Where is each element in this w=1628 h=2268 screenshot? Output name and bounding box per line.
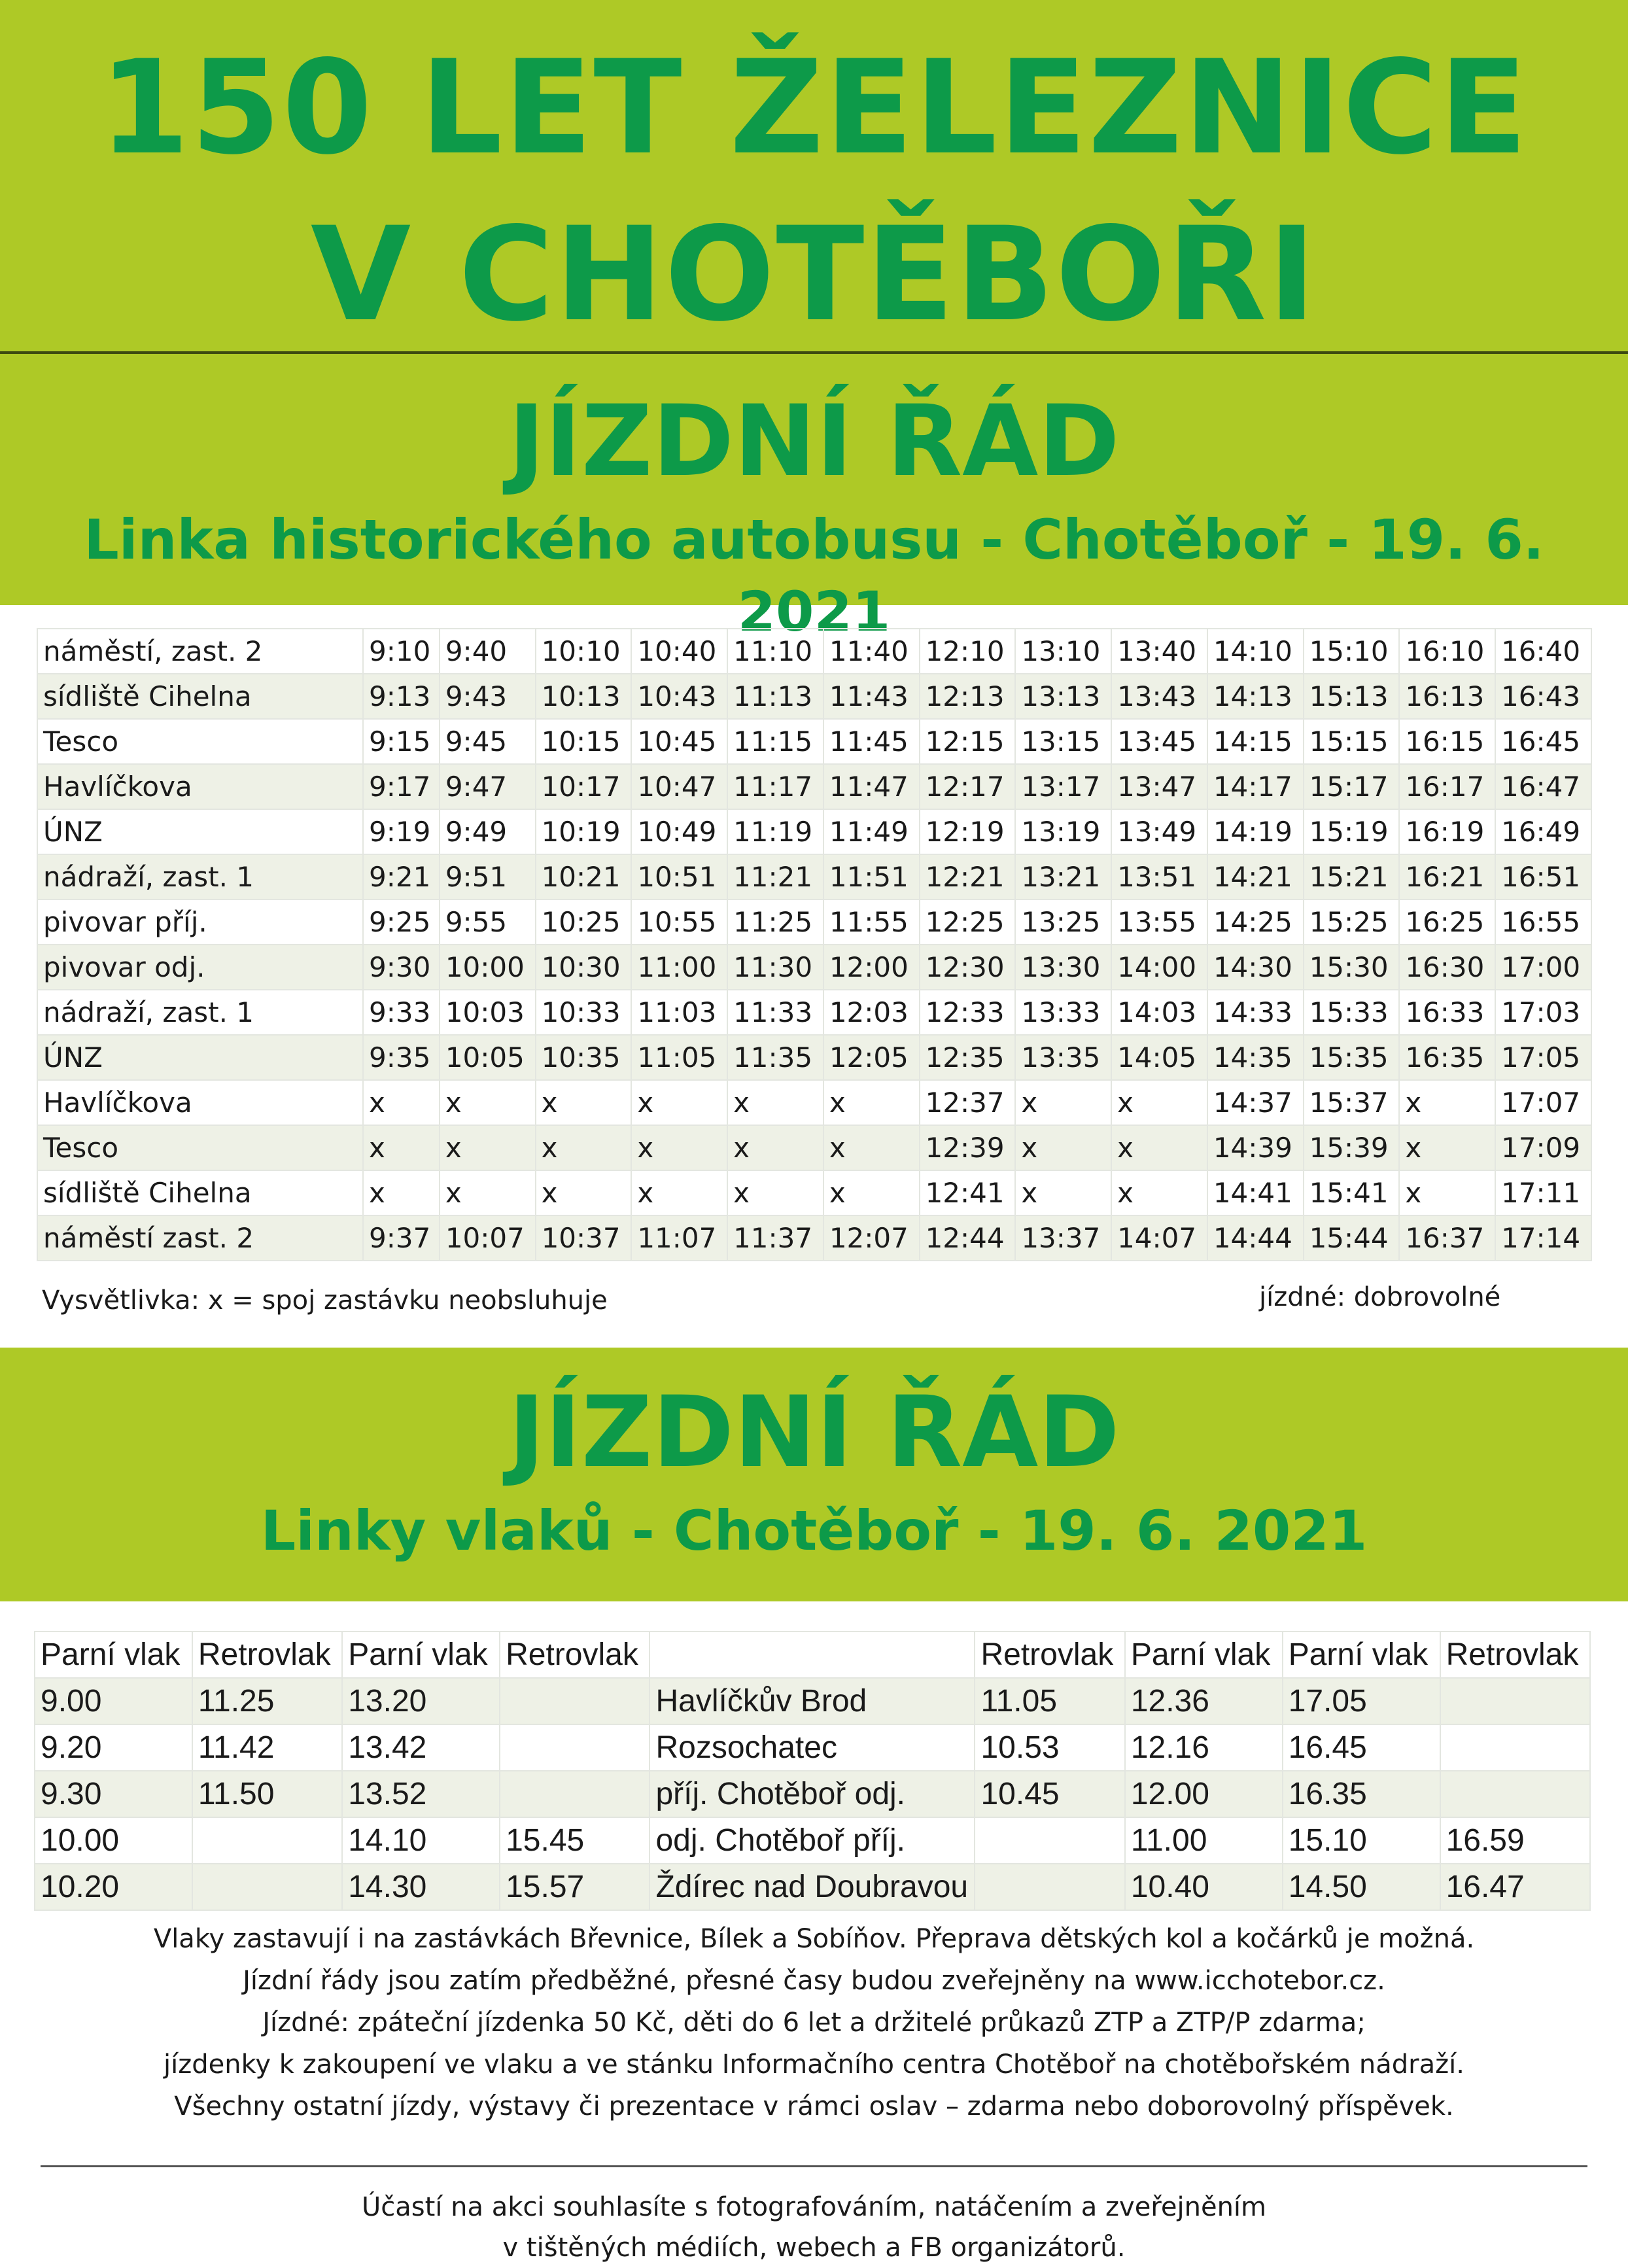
bus-departure-time: x: [440, 1125, 536, 1170]
bus-stop-name: náměstí zast. 2: [37, 1215, 363, 1261]
bus-departure-time: 10:43: [631, 674, 727, 719]
bus-stop-name: pivovar příj.: [37, 899, 363, 945]
bus-departure-time: 13:55: [1111, 899, 1207, 945]
bus-departure-time: 15:39: [1304, 1125, 1400, 1170]
bus-departure-time: 13:45: [1111, 719, 1207, 764]
bus-timetable-body: [37, 629, 1591, 1261]
bus-departure-time: 17:11: [1495, 1170, 1591, 1215]
train-time: [1440, 1771, 1590, 1817]
bus-departure-time: 9:55: [440, 899, 536, 945]
bus-departure-time: 16:10: [1399, 629, 1495, 674]
bus-departure-time: 10:55: [631, 899, 727, 945]
fare-note: jízdné: dobrovolné: [1259, 1282, 1501, 1312]
bus-departure-time: 13:40: [1111, 629, 1207, 674]
bus-departure-time: 16:33: [1399, 990, 1495, 1035]
bus-departure-time: 11:49: [823, 809, 920, 854]
train-time: 13.42: [342, 1724, 500, 1771]
bus-departure-time: 9:43: [440, 674, 536, 719]
bus-departure-time: 11:40: [823, 629, 920, 674]
train-time: 11.00: [1125, 1817, 1283, 1864]
bus-departure-time: 9:19: [363, 809, 440, 854]
bus-departure-time: 15:19: [1304, 809, 1400, 854]
bus-departure-time: 10:13: [536, 674, 632, 719]
train-time: 11.25: [192, 1678, 342, 1724]
bus-timetable: [37, 628, 1592, 1261]
bus-departure-time: 13:37: [1015, 1215, 1111, 1261]
train-time: 12.00: [1125, 1771, 1283, 1817]
train-time: 11.50: [192, 1771, 342, 1817]
bus-stop-name: ÚNZ: [37, 1035, 363, 1080]
bus-departure-time: 15:13: [1304, 674, 1400, 719]
train-time: [975, 1864, 1124, 1910]
bus-departure-time: 11:21: [727, 854, 823, 899]
train-column-header: Retrovlak: [192, 1631, 342, 1678]
bus-departure-time: 12:13: [920, 674, 1016, 719]
bus-departure-time: 11:30: [727, 945, 823, 990]
train-timetable-row: [35, 1678, 1590, 1724]
bus-departure-time: 15:30: [1304, 945, 1400, 990]
train-timetable-row: [35, 1724, 1590, 1771]
train-column-header: Parní vlak: [342, 1631, 500, 1678]
bus-departure-time: 10:25: [536, 899, 632, 945]
train-time: [500, 1678, 649, 1724]
bus-departure-time: 15:37: [1304, 1080, 1400, 1125]
bus-departure-time: 9:30: [363, 945, 440, 990]
bus-timetable-row: [37, 1080, 1591, 1125]
bus-departure-time: 14:07: [1111, 1215, 1207, 1261]
bus-departure-time: 16:17: [1399, 764, 1495, 809]
bus-departure-time: 17:09: [1495, 1125, 1591, 1170]
bus-departure-time: 9:25: [363, 899, 440, 945]
bus-departure-time: 13:43: [1111, 674, 1207, 719]
bus-departure-time: 11:51: [823, 854, 920, 899]
bus-departure-time: 10:40: [631, 629, 727, 674]
bus-departure-time: x: [440, 1080, 536, 1125]
train-banner: [0, 1348, 1628, 1601]
bus-departure-time: 13:51: [1111, 854, 1207, 899]
bus-departure-time: 16:30: [1399, 945, 1495, 990]
bus-departure-time: 11:19: [727, 809, 823, 854]
train-station-name: Havlíčkův Brod: [649, 1678, 975, 1724]
bus-departure-time: 14:21: [1207, 854, 1304, 899]
bus-departure-time: 12:37: [920, 1080, 1016, 1125]
bus-departure-time: 15:21: [1304, 854, 1400, 899]
train-time: [500, 1724, 649, 1771]
train-time: 16.35: [1283, 1771, 1440, 1817]
train-time: 16.59: [1440, 1817, 1590, 1864]
bus-departure-time: 14:35: [1207, 1035, 1304, 1080]
train-timetable-row: [35, 1864, 1590, 1910]
bus-departure-time: 14:17: [1207, 764, 1304, 809]
bus-departure-time: 10:05: [440, 1035, 536, 1080]
train-station-name: Ždírec nad Doubravou: [649, 1864, 975, 1910]
train-column-header: [649, 1631, 975, 1678]
bus-departure-time: 9:33: [363, 990, 440, 1035]
bus-departure-time: 16:13: [1399, 674, 1495, 719]
train-time: 11.05: [975, 1678, 1124, 1724]
bus-departure-time: 16:25: [1399, 899, 1495, 945]
bus-departure-time: 11:25: [727, 899, 823, 945]
bus-departure-time: 11:07: [631, 1215, 727, 1261]
bus-departure-time: 16:49: [1495, 809, 1591, 854]
bus-departure-time: 14:39: [1207, 1125, 1304, 1170]
bottom-divider: [41, 2165, 1587, 2167]
train-timetable-header-row: [35, 1631, 1590, 1678]
bus-departure-time: 10:03: [440, 990, 536, 1035]
train-time: [975, 1817, 1124, 1864]
bus-departure-time: 16:37: [1399, 1215, 1495, 1261]
bus-departure-time: 12:19: [920, 809, 1016, 854]
bus-departure-time: 12:15: [920, 719, 1016, 764]
bus-departure-time: x: [1015, 1125, 1111, 1170]
bus-departure-time: 12:35: [920, 1035, 1016, 1080]
bus-departure-time: 11:55: [823, 899, 920, 945]
bus-departure-time: 16:15: [1399, 719, 1495, 764]
bus-departure-time: 12:41: [920, 1170, 1016, 1215]
bus-departure-time: 16:43: [1495, 674, 1591, 719]
bus-departure-time: 17:05: [1495, 1035, 1591, 1080]
bus-departure-time: x: [823, 1125, 920, 1170]
bus-departure-time: x: [727, 1170, 823, 1215]
bus-stop-name: ÚNZ: [37, 809, 363, 854]
bus-stop-name: Havlíčkova: [37, 764, 363, 809]
bus-timetable-row: [37, 1125, 1591, 1170]
bus-departure-time: 9:17: [363, 764, 440, 809]
bus-departure-time: 10:19: [536, 809, 632, 854]
bus-departure-time: 13:47: [1111, 764, 1207, 809]
bus-departure-time: 11:45: [823, 719, 920, 764]
bus-departure-time: 12:10: [920, 629, 1016, 674]
main-title-line-1: 150 LET ŽELEZNICE: [99, 32, 1529, 183]
bus-timetable-heading: JÍZDNÍ ŘÁD: [508, 385, 1120, 498]
bus-departure-time: 12:07: [823, 1215, 920, 1261]
bus-departure-time: 9:35: [363, 1035, 440, 1080]
train-time: 10.00: [35, 1817, 192, 1864]
train-time: 15.45: [500, 1817, 649, 1864]
bus-departure-time: 13:35: [1015, 1035, 1111, 1080]
bus-departure-time: 10:10: [536, 629, 632, 674]
train-time: 10.40: [1125, 1864, 1283, 1910]
bus-departure-time: 14:44: [1207, 1215, 1304, 1261]
train-column-header: Parní vlak: [1283, 1631, 1440, 1678]
bus-stop-name: sídliště Cihelna: [37, 1170, 363, 1215]
bus-departure-time: x: [1399, 1125, 1495, 1170]
bus-departure-time: 11:33: [727, 990, 823, 1035]
bus-departure-time: 16:21: [1399, 854, 1495, 899]
bus-departure-time: 10:47: [631, 764, 727, 809]
bus-departure-time: x: [823, 1080, 920, 1125]
bus-departure-time: 9:10: [363, 629, 440, 674]
bus-departure-time: 15:41: [1304, 1170, 1400, 1215]
bus-departure-time: 14:13: [1207, 674, 1304, 719]
train-time: 9.30: [35, 1771, 192, 1817]
bus-departure-time: 9:49: [440, 809, 536, 854]
bus-departure-time: x: [363, 1080, 440, 1125]
bus-departure-time: 11:35: [727, 1035, 823, 1080]
train-column-header: Retrovlak: [1440, 1631, 1590, 1678]
train-timetable-subtitle: Linky vlaků - Chotěboř - 19. 6. 2021: [260, 1499, 1368, 1563]
bus-departure-time: 13:33: [1015, 990, 1111, 1035]
train-timetable: [34, 1631, 1591, 1911]
bus-stop-name: nádraží, zast. 1: [37, 990, 363, 1035]
bus-departure-time: 15:35: [1304, 1035, 1400, 1080]
bus-departure-time: 14:37: [1207, 1080, 1304, 1125]
bus-departure-time: 14:15: [1207, 719, 1304, 764]
bus-departure-time: 9:37: [363, 1215, 440, 1261]
bus-timetable-row: [37, 809, 1591, 854]
bus-departure-time: 11:15: [727, 719, 823, 764]
train-time: [1440, 1724, 1590, 1771]
bus-timetable-row: [37, 945, 1591, 990]
bus-departure-time: 14:10: [1207, 629, 1304, 674]
train-time: 11.42: [192, 1724, 342, 1771]
train-time: [192, 1817, 342, 1864]
bus-departure-time: 14:30: [1207, 945, 1304, 990]
bus-departure-time: x: [1111, 1080, 1207, 1125]
bus-departure-time: x: [1111, 1125, 1207, 1170]
bus-timetable-row: [37, 1215, 1591, 1261]
bus-departure-time: 14:41: [1207, 1170, 1304, 1215]
train-time: 9.20: [35, 1724, 192, 1771]
bus-departure-time: 12:30: [920, 945, 1016, 990]
bus-departure-time: 14:25: [1207, 899, 1304, 945]
bus-departure-time: x: [631, 1125, 727, 1170]
bus-departure-time: 11:13: [727, 674, 823, 719]
bus-departure-time: 16:51: [1495, 854, 1591, 899]
top-divider: [0, 351, 1628, 354]
bus-departure-time: 10:00: [440, 945, 536, 990]
bus-departure-time: x: [823, 1170, 920, 1215]
bus-departure-time: 9:21: [363, 854, 440, 899]
bus-departure-time: x: [1111, 1170, 1207, 1215]
bus-departure-time: 17:14: [1495, 1215, 1591, 1261]
bus-departure-time: 14:03: [1111, 990, 1207, 1035]
bus-departure-time: 10:49: [631, 809, 727, 854]
bus-departure-time: 15:25: [1304, 899, 1400, 945]
bus-departure-time: 16:45: [1495, 719, 1591, 764]
bus-departure-time: 13:30: [1015, 945, 1111, 990]
train-time: 13.52: [342, 1771, 500, 1817]
bus-departure-time: 13:49: [1111, 809, 1207, 854]
train-time: 10.45: [975, 1771, 1124, 1817]
train-station-name: Rozsochatec: [649, 1724, 975, 1771]
train-timetable-heading: JÍZDNÍ ŘÁD: [508, 1376, 1120, 1490]
bus-departure-time: 10:17: [536, 764, 632, 809]
bus-departure-time: 17:00: [1495, 945, 1591, 990]
footer-line: Jízdní řády jsou zatím předběžné, přesné časy budou zveřejněny na www.icchotebor.cz.: [243, 1966, 1385, 1996]
consent-line: v tištěných médiích, webech a FB organizátorů.: [502, 2233, 1126, 2263]
bus-departure-time: 15:10: [1304, 629, 1400, 674]
bus-departure-time: 12:21: [920, 854, 1016, 899]
bus-stop-name: Tesco: [37, 719, 363, 764]
bus-timetable-subtitle: Linka historického autobusu - Chotěboř - 19. 6. 2021: [84, 508, 1544, 644]
consent-notes: [0, 2187, 1628, 2268]
bus-timetable-row: [37, 854, 1591, 899]
bus-departure-time: x: [727, 1080, 823, 1125]
bus-departure-time: 16:35: [1399, 1035, 1495, 1080]
bus-departure-time: 9:40: [440, 629, 536, 674]
bus-departure-time: 17:03: [1495, 990, 1591, 1035]
bus-departure-time: 9:47: [440, 764, 536, 809]
bus-departure-time: x: [363, 1170, 440, 1215]
bus-stop-name: náměstí, zast. 2: [37, 629, 363, 674]
bus-departure-time: 9:45: [440, 719, 536, 764]
train-time: [192, 1864, 342, 1910]
bus-timetable-row: [37, 629, 1591, 674]
top-banner: [0, 0, 1628, 644]
bus-departure-time: 10:30: [536, 945, 632, 990]
consent-line: Účastí na akci souhlasíte s fotografováním, natáčením a zveřejněním: [361, 2192, 1266, 2222]
train-time: 10.53: [975, 1724, 1124, 1771]
bus-timetable-row: [37, 899, 1591, 945]
bus-timetable-row: [37, 764, 1591, 809]
bus-departure-time: 10:45: [631, 719, 727, 764]
bus-departure-time: 13:19: [1015, 809, 1111, 854]
train-station-name: odj. Chotěboř příj.: [649, 1817, 975, 1864]
bus-departure-time: x: [1399, 1080, 1495, 1125]
train-column-header: Parní vlak: [1125, 1631, 1283, 1678]
bus-departure-time: 11:17: [727, 764, 823, 809]
bus-stop-name: pivovar odj.: [37, 945, 363, 990]
train-time: 16.45: [1283, 1724, 1440, 1771]
bus-departure-time: x: [1399, 1170, 1495, 1215]
bus-departure-time: 16:40: [1495, 629, 1591, 674]
bus-timetable-row: [37, 990, 1591, 1035]
bus-departure-time: 12:25: [920, 899, 1016, 945]
bus-departure-time: 13:21: [1015, 854, 1111, 899]
bus-departure-time: 12:17: [920, 764, 1016, 809]
bus-departure-time: 10:21: [536, 854, 632, 899]
bus-departure-time: 13:10: [1015, 629, 1111, 674]
bus-timetable-row: [37, 1170, 1591, 1215]
bus-departure-time: 11:10: [727, 629, 823, 674]
bus-departure-time: 11:43: [823, 674, 920, 719]
bus-departure-time: 15:33: [1304, 990, 1400, 1035]
footer-notes: [0, 1918, 1628, 2127]
bus-stop-name: Tesco: [37, 1125, 363, 1170]
bus-departure-time: 15:17: [1304, 764, 1400, 809]
bus-departure-time: 12:44: [920, 1215, 1016, 1261]
train-timetable-row: [35, 1817, 1590, 1864]
bus-departure-time: 10:37: [536, 1215, 632, 1261]
bus-departure-time: 16:47: [1495, 764, 1591, 809]
train-column-header: Retrovlak: [500, 1631, 649, 1678]
bus-departure-time: 10:33: [536, 990, 632, 1035]
train-time: 12.16: [1125, 1724, 1283, 1771]
bus-departure-time: 14:33: [1207, 990, 1304, 1035]
bus-departure-time: x: [1015, 1080, 1111, 1125]
bus-departure-time: x: [363, 1125, 440, 1170]
footer-line: Jízdné: zpáteční jízdenka 50 Kč, děti do 6 let a držitelé průkazů ZTP a ZTP/P zdarma;: [262, 2008, 1366, 2038]
bus-departure-time: 11:05: [631, 1035, 727, 1080]
bus-departure-time: 9:13: [363, 674, 440, 719]
train-time: 12.36: [1125, 1678, 1283, 1724]
bus-departure-time: 11:37: [727, 1215, 823, 1261]
bus-departure-time: 15:44: [1304, 1215, 1400, 1261]
train-time: [500, 1771, 649, 1817]
train-time: 14.50: [1283, 1864, 1440, 1910]
bus-departure-time: 12:03: [823, 990, 920, 1035]
bus-timetable-row: [37, 674, 1591, 719]
bus-departure-time: 10:15: [536, 719, 632, 764]
bus-departure-time: 9:51: [440, 854, 536, 899]
bus-departure-time: 11:00: [631, 945, 727, 990]
train-time: 16.47: [1440, 1864, 1590, 1910]
bus-departure-time: 14:05: [1111, 1035, 1207, 1080]
train-timetable-body: [35, 1631, 1590, 1910]
bus-departure-time: 12:39: [920, 1125, 1016, 1170]
bus-departure-time: x: [536, 1125, 632, 1170]
bus-departure-time: 11:47: [823, 764, 920, 809]
bus-stop-name: nádraží, zast. 1: [37, 854, 363, 899]
train-time: 17.05: [1283, 1678, 1440, 1724]
bus-departure-time: 10:51: [631, 854, 727, 899]
train-time: 10.20: [35, 1864, 192, 1910]
bus-departure-time: 11:03: [631, 990, 727, 1035]
bus-departure-time: 17:07: [1495, 1080, 1591, 1125]
bus-departure-time: 16:19: [1399, 809, 1495, 854]
train-column-header: Retrovlak: [975, 1631, 1124, 1678]
bus-departure-time: 10:35: [536, 1035, 632, 1080]
main-title-line-2: V CHOTĚBOŘI: [310, 199, 1318, 350]
train-time: 14.30: [342, 1864, 500, 1910]
bus-departure-time: 12:33: [920, 990, 1016, 1035]
footer-line: Vlaky zastavují i na zastávkách Břevnice, Bílek a Sobíňov. Přeprava dětských kol a kočárků je možná.: [153, 1924, 1475, 1954]
bus-departure-time: 15:15: [1304, 719, 1400, 764]
train-timetable-row: [35, 1771, 1590, 1817]
bus-stop-name: Havlíčkova: [37, 1080, 363, 1125]
footer-line: Všechny ostatní jízdy, výstavy či prezentace v rámci oslav – zdarma nebo doborovolný příspěvek.: [174, 2091, 1454, 2121]
bus-departure-time: 16:55: [1495, 899, 1591, 945]
bus-departure-time: 12:00: [823, 945, 920, 990]
bus-departure-time: 14:19: [1207, 809, 1304, 854]
train-time: 9.00: [35, 1678, 192, 1724]
bus-stop-name: sídliště Cihelna: [37, 674, 363, 719]
bus-departure-time: 9:15: [363, 719, 440, 764]
bus-departure-time: x: [727, 1125, 823, 1170]
train-time: 14.10: [342, 1817, 500, 1864]
bus-timetable-row: [37, 1035, 1591, 1080]
bus-departure-time: x: [536, 1170, 632, 1215]
footer-line: jízdenky k zakoupení ve vlaku a ve stánku Informačního centra Chotěboř na chotěbořském nádraží.: [164, 2050, 1464, 2080]
bus-departure-time: 13:25: [1015, 899, 1111, 945]
train-column-header: Parní vlak: [35, 1631, 192, 1678]
legend-note: Vysvětlivka: x = spoj zastávku neobsluhuje: [42, 1285, 608, 1316]
bus-departure-time: x: [631, 1170, 727, 1215]
bus-departure-time: 13:15: [1015, 719, 1111, 764]
bus-departure-time: 12:05: [823, 1035, 920, 1080]
bus-departure-time: x: [440, 1170, 536, 1215]
train-station-name: příj. Chotěboř odj.: [649, 1771, 975, 1817]
bus-departure-time: x: [631, 1080, 727, 1125]
bus-departure-time: x: [536, 1080, 632, 1125]
bus-departure-time: 13:17: [1015, 764, 1111, 809]
bus-departure-time: 13:13: [1015, 674, 1111, 719]
train-time: 15.57: [500, 1864, 649, 1910]
train-time: 13.20: [342, 1678, 500, 1724]
bus-departure-time: 10:07: [440, 1215, 536, 1261]
bus-timetable-row: [37, 719, 1591, 764]
bus-departure-time: x: [1015, 1170, 1111, 1215]
train-time: 15.10: [1283, 1817, 1440, 1864]
train-time: [1440, 1678, 1590, 1724]
bus-departure-time: 14:00: [1111, 945, 1207, 990]
